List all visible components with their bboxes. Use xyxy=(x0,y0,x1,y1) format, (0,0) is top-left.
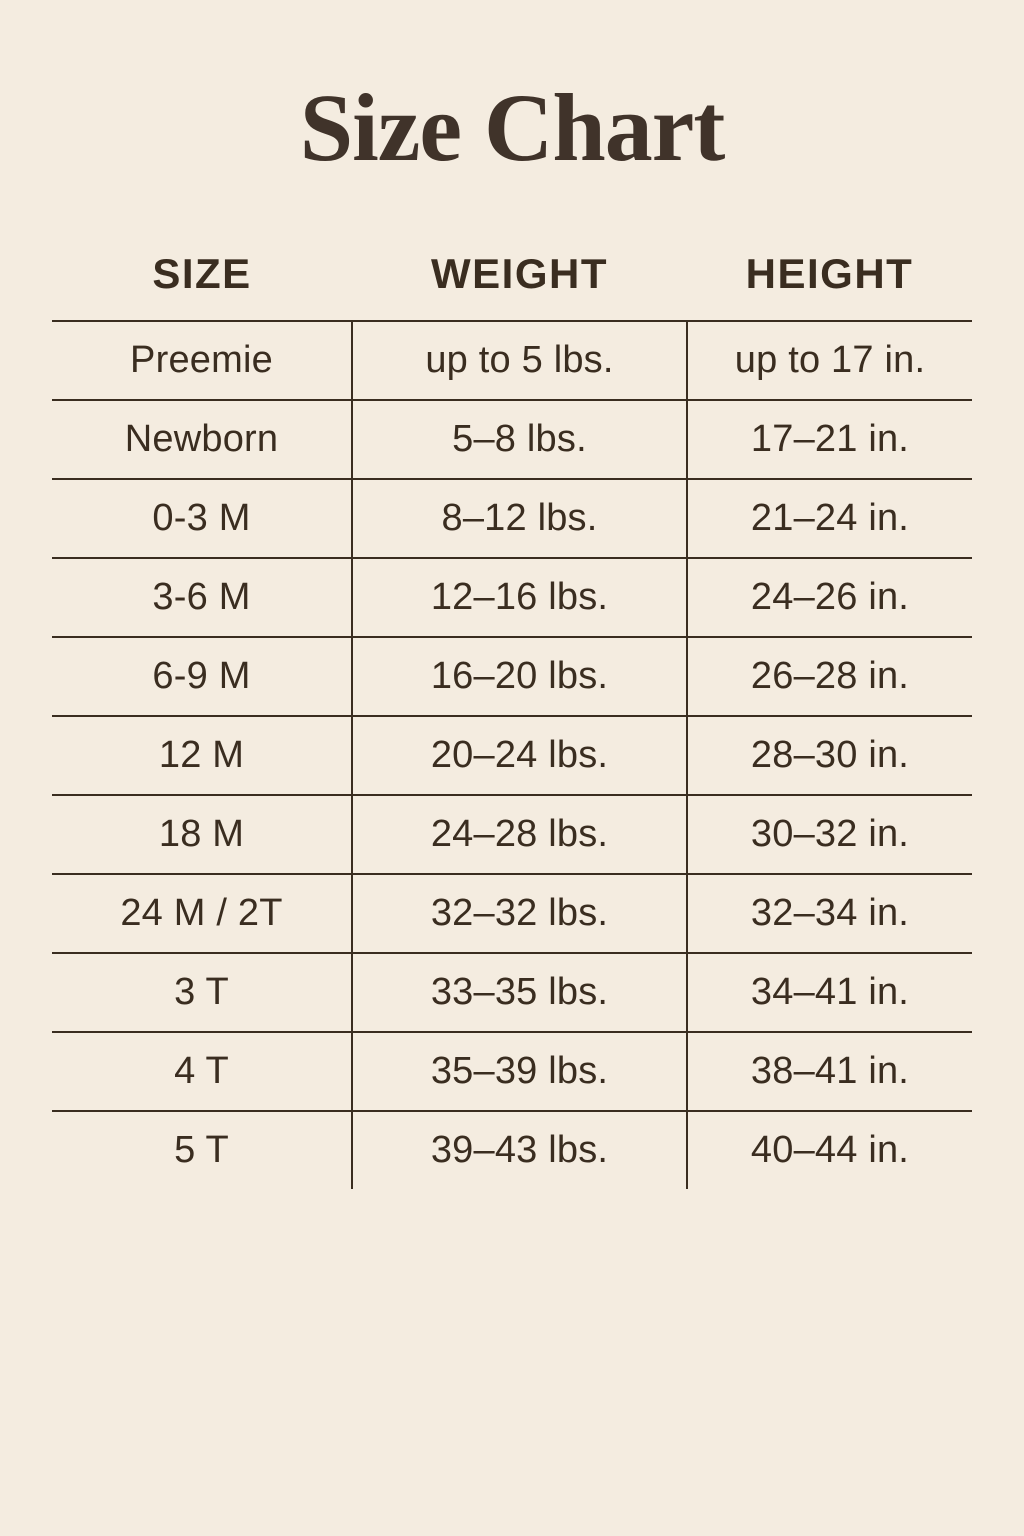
cell-size: Newborn xyxy=(52,400,352,479)
cell-weight: 35–39 lbs. xyxy=(352,1032,687,1111)
cell-size: 24 M / 2T xyxy=(52,874,352,953)
cell-weight: 20–24 lbs. xyxy=(352,716,687,795)
column-header-height: HEIGHT xyxy=(745,249,914,297)
cell-size: 4 T xyxy=(52,1032,352,1111)
cell-weight: 12–16 lbs. xyxy=(352,558,687,637)
table-row xyxy=(52,637,972,716)
cell-weight: 39–43 lbs. xyxy=(352,1111,687,1189)
size-chart-table xyxy=(52,249,972,1189)
table-row xyxy=(52,795,972,874)
table-row xyxy=(52,953,972,1032)
cell-weight: 16–20 lbs. xyxy=(352,637,687,716)
table-row xyxy=(52,400,972,479)
cell-height: 17–21 in. xyxy=(687,400,972,479)
page-title: Size Chart xyxy=(299,74,725,181)
column-header-size: SIZE xyxy=(152,249,252,297)
table-row xyxy=(52,321,972,400)
table-row xyxy=(52,558,972,637)
cell-height: 32–34 in. xyxy=(687,874,972,953)
cell-size: 12 M xyxy=(52,716,352,795)
cell-size: 0-3 M xyxy=(52,479,352,558)
cell-height: 40–44 in. xyxy=(687,1111,972,1189)
cell-height: 24–26 in. xyxy=(687,558,972,637)
cell-weight: 5–8 lbs. xyxy=(352,400,687,479)
table-row xyxy=(52,1111,972,1189)
table-row xyxy=(52,716,972,795)
table-header xyxy=(52,249,972,321)
cell-height: up to 17 in. xyxy=(687,321,972,400)
cell-size: 5 T xyxy=(52,1111,352,1189)
cell-weight: 32–32 lbs. xyxy=(352,874,687,953)
column-header-weight: WEIGHT xyxy=(431,249,608,297)
cell-weight: up to 5 lbs. xyxy=(352,321,687,400)
table-row xyxy=(52,874,972,953)
cell-height: 28–30 in. xyxy=(687,716,972,795)
table-row xyxy=(52,1032,972,1111)
cell-size: 6-9 M xyxy=(52,637,352,716)
table-row xyxy=(52,479,972,558)
table-header-row xyxy=(52,249,972,321)
cell-height: 21–24 in. xyxy=(687,479,972,558)
cell-height: 34–41 in. xyxy=(687,953,972,1032)
cell-weight: 8–12 lbs. xyxy=(352,479,687,558)
cell-height: 30–32 in. xyxy=(687,795,972,874)
cell-weight: 33–35 lbs. xyxy=(352,953,687,1032)
cell-size: 18 M xyxy=(52,795,352,874)
cell-size: 3 T xyxy=(52,953,352,1032)
cell-height: 38–41 in. xyxy=(687,1032,972,1111)
cell-weight: 24–28 lbs. xyxy=(352,795,687,874)
cell-height: 26–28 in. xyxy=(687,637,972,716)
table-body xyxy=(52,321,972,1189)
cell-size: Preemie xyxy=(52,321,352,400)
size-chart-table-wrapper xyxy=(52,179,972,1189)
cell-size: 3-6 M xyxy=(52,558,352,637)
